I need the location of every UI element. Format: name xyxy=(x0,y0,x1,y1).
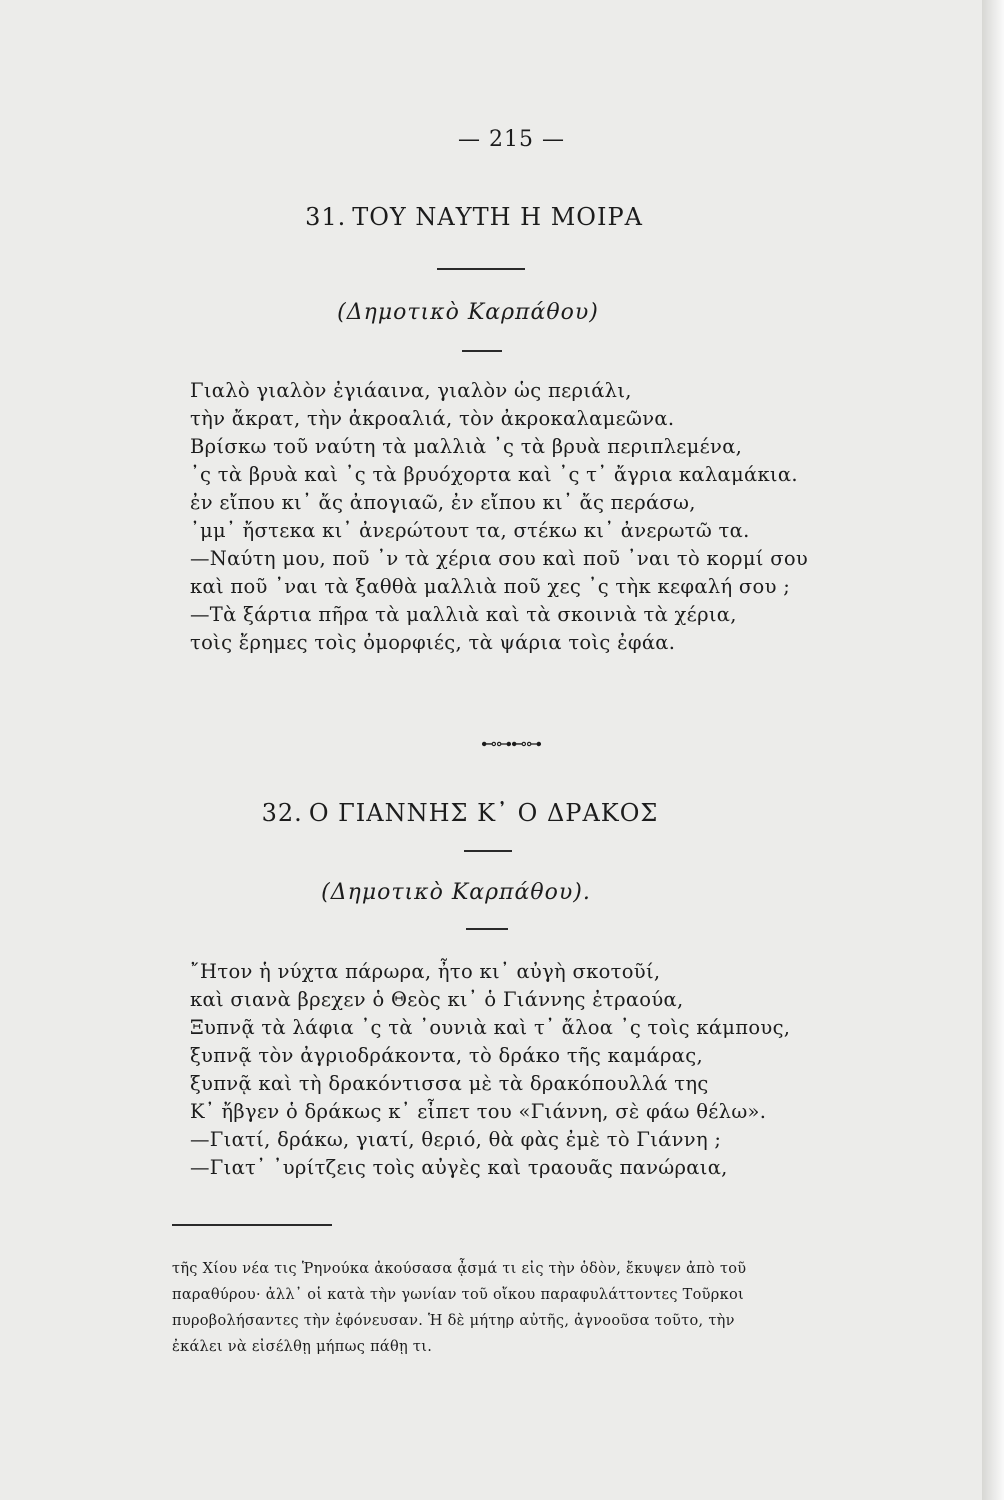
poem-31-subtitle: (Δημοτικὸ Καρπάθου) xyxy=(337,300,599,325)
footnote-line: ἐκάλει νὰ εἰσέλθῃ μήπως πάθῃ τι. xyxy=(172,1339,433,1355)
section-ornament: ⊷⊶⊷⊶ xyxy=(481,734,541,753)
page-number: — 215 — xyxy=(458,127,565,152)
poem-32-verse xyxy=(190,958,790,1182)
verse-line: —Τὰ ξάρτια πῆρα τὰ μαλλιὰ καὶ τὰ σκοινιὰ τὰ χέρια, xyxy=(190,603,737,626)
footnote xyxy=(172,1256,746,1360)
verse-line: τοὶς ἔρημες τοὶς ὀμορφιές, τὰ ψάρια τοὶς ἐφάα. xyxy=(190,631,676,654)
footnote-line: πυροβολήσαντες τὴν ἐφόνευσαν. Ἡ δὲ μήτηρ αὐτῆς, ἀγνοοῦσα τοῦτο, τὴν xyxy=(172,1313,735,1329)
verse-line: ῎Ητον ἡ νύχτα πάρωρα, ἦτο κι᾽ αὐγὴ σκοτοῦί, xyxy=(190,960,661,983)
verse-line: καὶ ποῦ ᾽ναι τὰ ξαθθὰ μαλλιὰ ποῦ χες ᾽ς τὴκ κεφαλή σου ; xyxy=(190,575,791,598)
page-edge-shadow xyxy=(982,0,1004,1500)
poem-32-subtitle: (Δημοτικὸ Καρπάθου). xyxy=(321,880,591,905)
footnote-line: τῆς Χίου νέα τις Ῥηνούκα ἀκούσασα ᾆσμά τι εἰς τὴν ὁδὸν, ἔκυψεν ἀπὸ τοῦ xyxy=(172,1261,747,1277)
verse-line: —Γιατ᾽ ᾽υρίτζεις τοὶς αὐγὲς καὶ τραουᾶς πανώραια, xyxy=(190,1156,728,1179)
subtitle-underline-31 xyxy=(462,350,502,352)
verse-line: ᾽μμ᾽ ἤστεκα κι᾽ ἀνερώτουτ τα, στέκω κι᾽ ἀνερωτῶ τα. xyxy=(190,519,750,542)
verse-line: ξυπνᾷ τὸν ἀγριοδράκοντα, τὸ δράκο τῆς καμάρας, xyxy=(190,1044,703,1067)
verse-line: ἐν εἴπου κι᾽ ἄς ἀπογιαῶ, ἐν εἴπου κι᾽ ἄς περάσω, xyxy=(190,491,696,514)
subtitle-underline-32 xyxy=(466,928,508,930)
verse-line: ᾽ς τὰ βρυὰ καὶ ᾽ς τὰ βρυόχορτα καὶ ᾽ς τ᾽ ἄγρια καλαμάκια. xyxy=(190,463,798,486)
poem-31-verse xyxy=(190,377,808,657)
poem-32-number: 32. xyxy=(261,799,303,827)
poem-31-title xyxy=(0,203,976,231)
verse-line: —Γιατί, δράκω, γιατί, θεριό, θὰ φὰς ἐμὲ τὸ Γιάννη ; xyxy=(190,1128,722,1151)
title-underline-31 xyxy=(437,268,525,270)
poem-31-title-text: ΤΟΥ ΝΑΥΤΗ Η ΜΟΙΡΑ xyxy=(352,203,643,231)
poem-32-title xyxy=(0,799,962,827)
footnote-divider xyxy=(172,1224,332,1226)
verse-line: Γιαλὸ γιαλὸν ἐγιάαινα, γιαλὸν ὡς περιάλι, xyxy=(190,379,632,402)
verse-line: Βρίσκω τοῦ ναύτη τὰ μαλλιὰ ᾽ς τὰ βρυὰ περιπλεμένα, xyxy=(190,435,743,458)
verse-line: καὶ σιανὰ βρεχεν ὁ Θεὸς κι᾽ ὁ Γιάννης ἐτραούα, xyxy=(190,988,684,1011)
verse-line: Ξυπνᾷ τὰ λάφια ᾽ς τὰ ᾽ουνιὰ καὶ τ᾽ ἄλοα ᾽ς τοὶς κάμπους, xyxy=(190,1016,791,1039)
footnote-line: παραθύρου· ἀλλ᾽ οἱ κατὰ τὴν γωνίαν τοῦ οἴκου παραφυλάττοντες Τοῦρκοι xyxy=(172,1287,745,1303)
verse-line: τὴν ἄκρατ, τὴν ἀκροαλιά, τὸν ἀκροκαλαμεῶνα. xyxy=(190,407,675,430)
verse-line: ξυπνᾷ καὶ τὴ δρακόντισσα μὲ τὰ δρακόπουλλά της xyxy=(190,1072,709,1095)
verse-line: Κ᾽ ἤβγεν ὁ δράκως κ᾽ εἶπετ του «Γιάννη, σὲ φάω θέλω». xyxy=(190,1100,767,1123)
poem-32-title-text: Ο ΓΙΑΝΝΗΣ Κ᾽ Ο ΔΡΑΚΟΣ xyxy=(308,799,659,827)
poem-31-number: 31. xyxy=(305,203,347,231)
verse-line: —Ναύτη μου, ποῦ ᾽ν τὰ χέρια σου καὶ ποῦ ᾽ναι τὸ κορμί σου xyxy=(190,547,809,570)
title-underline-32 xyxy=(464,850,512,852)
